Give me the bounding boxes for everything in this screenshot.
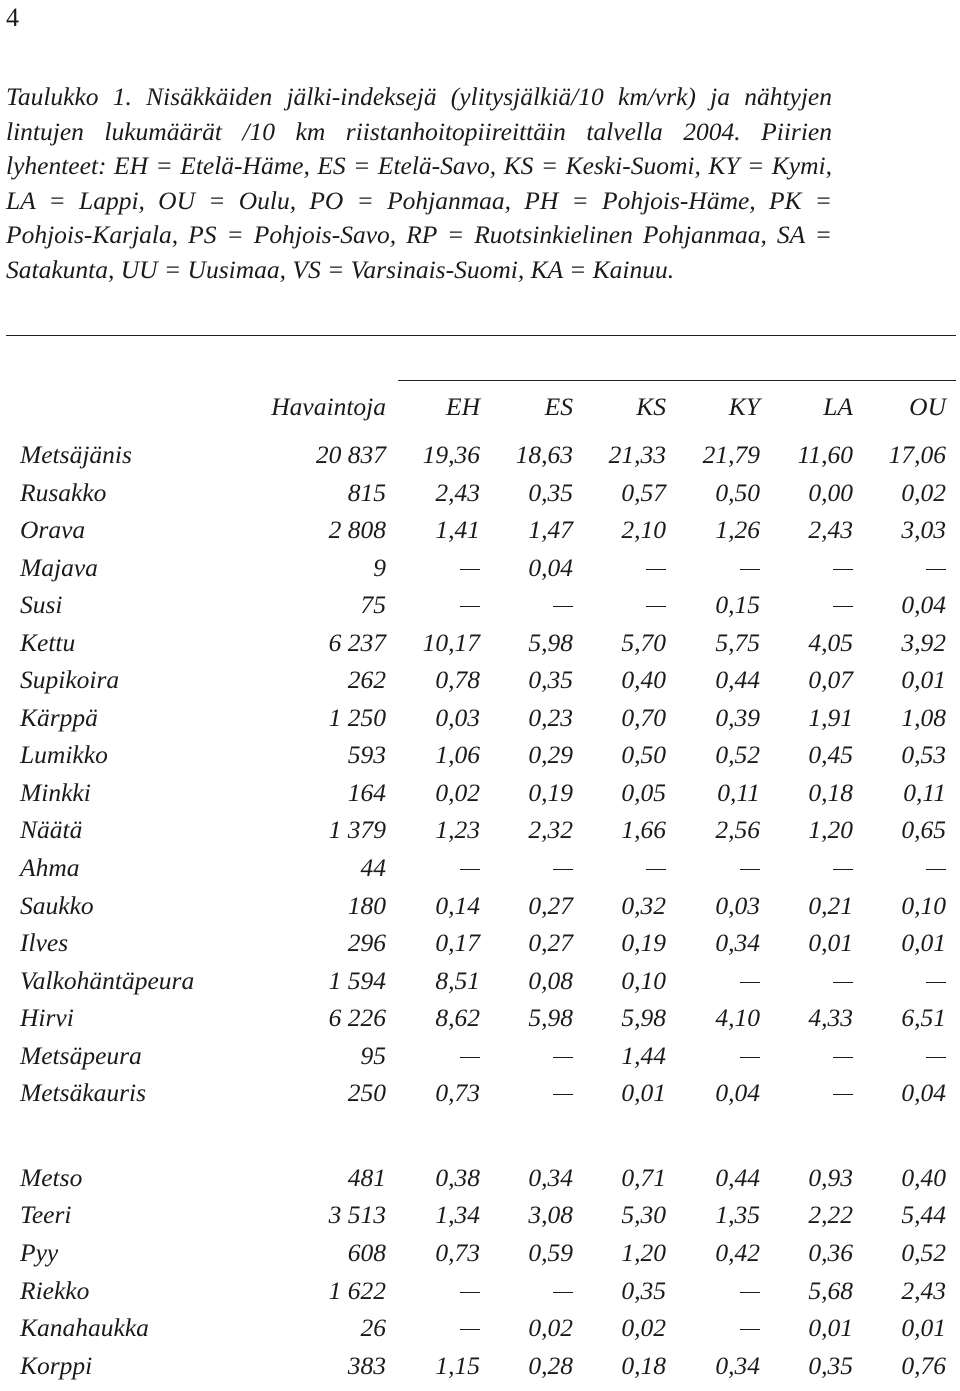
species-name: Korppi [20, 1351, 93, 1380]
table-cell: 0,17 [435, 928, 480, 957]
table-cell: 9 [373, 553, 386, 582]
table-cell: 0,02 [621, 1313, 666, 1342]
table-cell: 2,43 [435, 478, 480, 507]
column-header: OU [909, 392, 946, 421]
table-cell: 0,50 [715, 478, 760, 507]
table-cell: 3 513 [328, 1200, 386, 1229]
table-cell: 164 [347, 778, 386, 807]
table-cell: 0,78 [435, 665, 480, 694]
table-cell: 1,06 [435, 740, 480, 769]
column-header: Havaintoja [271, 392, 386, 421]
table-cell: 4,10 [715, 1003, 760, 1032]
table-cell: 0,59 [528, 1238, 573, 1267]
table-cell: 0,29 [528, 740, 573, 769]
dash-mark [926, 1057, 946, 1058]
table-cell: 17,06 [888, 440, 946, 469]
table-cell: 1 250 [328, 703, 386, 732]
table-cell: 21,79 [702, 440, 760, 469]
table-cell: 481 [347, 1163, 386, 1192]
table-cell: 0,04 [715, 1078, 760, 1107]
table-cell: 26 [360, 1313, 386, 1342]
table-cell: 19,36 [422, 440, 480, 469]
table-cell: 5,98 [528, 628, 573, 657]
table-cell: 0,34 [715, 928, 760, 957]
table-cell: 5,70 [621, 628, 666, 657]
table-cell: 0,57 [621, 478, 666, 507]
table-cell: 2 808 [328, 515, 386, 544]
table-cell: 2,10 [621, 515, 666, 544]
table-cell: 0,34 [715, 1351, 760, 1380]
table-cell: 0,01 [901, 665, 946, 694]
table-cell: 262 [347, 665, 386, 694]
table-cell [806, 853, 946, 883]
species-name: Metso [20, 1163, 83, 1192]
table-cell: 1,47 [528, 515, 573, 544]
table-cell: 0,04 [901, 1078, 946, 1107]
table-cell: 0,21 [808, 891, 853, 920]
table-cell: 0,01 [808, 1313, 853, 1342]
table-cell: 0,27 [528, 891, 573, 920]
species-name: Kanahaukka [20, 1313, 149, 1342]
table-cell: 0,19 [528, 778, 573, 807]
table-cell: 1,34 [435, 1200, 480, 1229]
table-cell: 0,11 [717, 778, 760, 807]
table-cell: 0,93 [808, 1163, 853, 1192]
species-name: Kärppä [20, 703, 98, 732]
table-cell: 6 237 [328, 628, 386, 657]
species-name: Minkki [20, 778, 91, 807]
table-cell: 250 [347, 1078, 386, 1107]
table-cell: 5,44 [901, 1200, 946, 1229]
table-cell: 2,56 [715, 815, 760, 844]
table-cell: 2,22 [808, 1200, 853, 1229]
species-name: Lumikko [20, 740, 108, 769]
species-name: Kettu [20, 628, 76, 657]
table-cell: 0,44 [715, 665, 760, 694]
species-name: Metsäkauris [20, 1078, 147, 1107]
table-cell: 5,98 [621, 1003, 666, 1032]
table-cell: 0,50 [621, 740, 666, 769]
table-cell: 0,76 [901, 1351, 946, 1380]
table-cell: 2,43 [901, 1276, 946, 1305]
table-cell: 0,10 [901, 891, 946, 920]
table-caption: Taulukko 1. Nisäkkäiden jälki-indeksejä (ylitysjälkiä/10 km/vrk) ja nähtyjen lintujen lukumäärät /10 km riistanhoitopiireittäin talvella 2004. Piirien lyhenteet: EH = Etelä-Häme, ES = Etelä-Savo, KS = Keski-Suomi, KY = Kymi, LA = Lappi, OU = Oulu, PO = Pohjanmaa, PH = Pohjois-Häme, PK = Pohjois-Karjala, PS = Pohjois-Savo, RP = Ruotsinkielinen Pohjanmaa, SA = Satakunta, UU = Uusimaa, VS = Varsinais-Suomi, KA = Kainuu. [6, 82, 832, 284]
table-cell: 8,51 [435, 966, 480, 995]
table-cell: 3,08 [528, 1200, 573, 1229]
column-header: ES [544, 392, 573, 421]
table-cell: 0,44 [715, 1163, 760, 1192]
species-name: Metsäjänis [20, 440, 132, 469]
table-cell: 0,71 [621, 1163, 666, 1192]
table-cell: 0,35 [528, 478, 573, 507]
table-cell: 18,63 [515, 440, 573, 469]
table-cell: 0,42 [715, 1238, 760, 1267]
species-name: Hirvi [20, 1003, 74, 1032]
table-cell: 8,62 [435, 1003, 480, 1032]
table-cell: 1 379 [328, 815, 386, 844]
table-cell: 0,52 [901, 1238, 946, 1267]
table-cell: 815 [347, 478, 386, 507]
table-cell: 0,11 [903, 778, 946, 807]
table-cell: 0,70 [621, 703, 666, 732]
species-name: Majava [20, 553, 98, 582]
table-cell: 0,73 [435, 1238, 480, 1267]
species-name: Rusakko [20, 478, 107, 507]
table-cell: 296 [347, 928, 386, 957]
table-cell: 0,10 [621, 966, 666, 995]
species-name: Näätä [20, 815, 83, 844]
table-cell: 1,91 [808, 703, 853, 732]
table-cell: 383 [347, 1351, 386, 1380]
table-cell: 11,60 [797, 440, 853, 469]
table-cell: 1,15 [435, 1351, 480, 1380]
table-cell: 1 594 [328, 966, 386, 995]
table-cell: 75 [360, 590, 386, 619]
table-cell: 0,05 [621, 778, 666, 807]
table-cell: 44 [360, 853, 386, 882]
table-cell: 0,18 [808, 778, 853, 807]
species-name: Valkohäntäpeura [20, 966, 195, 995]
table-cell: 0,53 [901, 740, 946, 769]
table-cell: 0,01 [621, 1078, 666, 1107]
table-cell: 0,35 [621, 1276, 666, 1305]
table-cell: 4,33 [808, 1003, 853, 1032]
table-cell: 5,68 [808, 1276, 853, 1305]
table-cell: 0,02 [901, 478, 946, 507]
table-cell: 0,07 [808, 665, 853, 694]
table-cell: 3,92 [901, 628, 946, 657]
table-cell: 1,20 [808, 815, 853, 844]
table-cell: 0,65 [901, 815, 946, 844]
table-cell: 4,05 [808, 628, 853, 657]
table-cell: 0,34 [528, 1163, 573, 1192]
dash-mark [926, 569, 946, 570]
table-cell: 0,52 [715, 740, 760, 769]
table-cell: 2,32 [528, 815, 573, 844]
table-cell: 0,19 [621, 928, 666, 957]
table-cell: 0,32 [621, 891, 666, 920]
table-cell: 1,44 [621, 1041, 666, 1070]
table-cell: 1,23 [435, 815, 480, 844]
table-cell: 608 [347, 1238, 386, 1267]
column-header: LA [823, 392, 853, 421]
column-header: KS [636, 392, 666, 421]
table-cell: 1,08 [901, 703, 946, 732]
table-cell: 5,30 [621, 1200, 666, 1229]
table-cell [806, 553, 946, 583]
table-cell: 0,35 [528, 665, 573, 694]
species-name: Metsäpeura [20, 1041, 142, 1070]
table-cell: 0,04 [528, 553, 573, 582]
table-cell: 0,45 [808, 740, 853, 769]
species-name: Orava [20, 515, 86, 544]
species-name: Supikoira [20, 665, 120, 694]
table-cell: 3,03 [901, 515, 946, 544]
table-cell: 0,18 [621, 1351, 666, 1380]
dash-mark [926, 982, 946, 983]
table-cell: 0,00 [808, 478, 853, 507]
table-cell: 0,23 [528, 703, 573, 732]
table-cell: 0,03 [715, 891, 760, 920]
table-cell: 0,08 [528, 966, 573, 995]
species-name: Riekko [20, 1276, 90, 1305]
table-cell: 2,43 [808, 515, 853, 544]
table-cell: 10,17 [422, 628, 480, 657]
table-cell: 0,39 [715, 703, 760, 732]
table-cell: 1,20 [621, 1238, 666, 1267]
table-cell: 180 [347, 891, 386, 920]
table-cell: 0,28 [528, 1351, 573, 1380]
table-cell: 0,01 [808, 928, 853, 957]
species-name: Saukko [20, 891, 94, 920]
table-cell: 95 [360, 1041, 386, 1070]
page-number: 4 [6, 3, 19, 32]
table-cell: 1 622 [328, 1276, 386, 1305]
table-cell: 0,02 [435, 778, 480, 807]
table-cell: 1,41 [435, 515, 480, 544]
table-cell: 0,27 [528, 928, 573, 957]
table-cell: 1,26 [715, 515, 760, 544]
column-header: EH [446, 392, 480, 421]
table-cell: 0,04 [901, 590, 946, 619]
table-cell: 593 [347, 740, 386, 769]
table-cell: 0,01 [901, 1313, 946, 1342]
table-cell: 6 226 [328, 1003, 386, 1032]
table-cell: 5,75 [715, 628, 760, 657]
table-cell: 0,01 [901, 928, 946, 957]
table-cell: 20 837 [315, 440, 386, 469]
dash-mark [926, 869, 946, 870]
column-header: KY [728, 392, 760, 421]
table-cell: 0,73 [435, 1078, 480, 1107]
table-cell [806, 966, 946, 996]
species-name: Ahma [20, 853, 80, 882]
table-cell: 0,15 [715, 590, 760, 619]
table-cell: 5,98 [528, 1003, 573, 1032]
species-name: Pyy [20, 1238, 59, 1267]
table-cell: 1,35 [715, 1200, 760, 1229]
table-cell: 1,66 [621, 815, 666, 844]
table-cell: 0,14 [435, 891, 480, 920]
table-cell: 0,38 [435, 1163, 480, 1192]
species-name: Ilves [20, 928, 69, 957]
table-cell [806, 1041, 946, 1071]
table-cell: 0,36 [808, 1238, 853, 1267]
species-name: Teeri [20, 1200, 72, 1229]
table-cell: 0,40 [901, 1163, 946, 1192]
table-cell: 6,51 [901, 1003, 946, 1032]
table-cell: 0,40 [621, 665, 666, 694]
table-cell: 21,33 [608, 440, 666, 469]
species-name: Susi [20, 590, 63, 619]
table-cell: 0,35 [808, 1351, 853, 1380]
table-cell: 0,03 [435, 703, 480, 732]
table-cell: 0,02 [528, 1313, 573, 1342]
